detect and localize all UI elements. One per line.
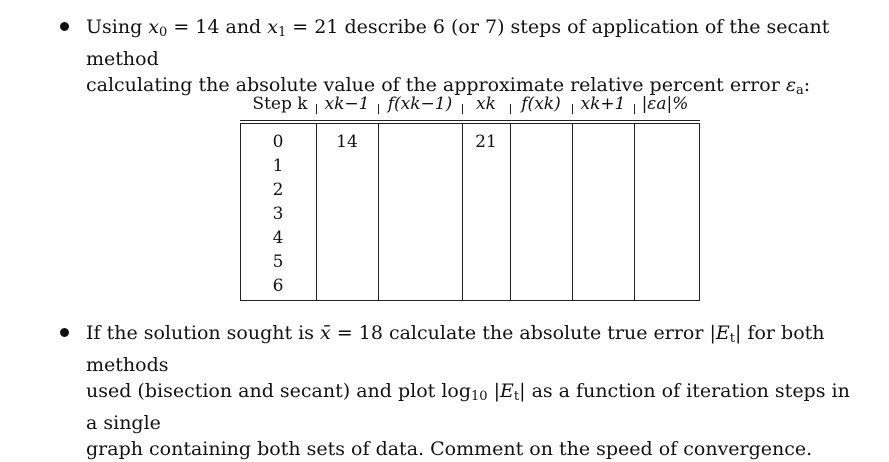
math-sub: 10	[471, 389, 488, 404]
bullet-icon	[60, 328, 69, 337]
header-separator	[510, 104, 511, 114]
text: calculating the absolute value of the approximate relative percent error	[86, 74, 786, 96]
text: |	[487, 380, 501, 402]
text: | for both methods	[86, 322, 825, 376]
math-var: ε	[785, 74, 797, 96]
header-xk1: xk+1	[580, 94, 626, 114]
header-rule	[240, 123, 700, 124]
text: = 21 describe 6 (or 7) steps of application of the secant method	[86, 16, 830, 70]
header-separator	[634, 104, 635, 114]
math-sub: t	[513, 389, 520, 404]
step-cell: 5	[272, 252, 284, 272]
math-var: E	[715, 322, 730, 344]
step-cell: 1	[272, 156, 284, 176]
column-rule	[699, 124, 700, 301]
header-step: Step k	[252, 94, 308, 114]
header-fxk-1: f(xk−1)	[387, 94, 453, 114]
text: | as a function of iteration steps in a single	[86, 380, 850, 434]
header-separator	[378, 104, 379, 114]
xk-value: 21	[475, 132, 497, 152]
math-var: x	[148, 16, 159, 38]
text: = 14 and	[167, 16, 268, 38]
text: :	[803, 74, 811, 96]
header-error: |εa|%	[641, 94, 689, 114]
header-separator	[572, 104, 573, 114]
math-sub: 0	[159, 25, 168, 40]
header-separator	[462, 104, 463, 114]
xk-1-value: 14	[336, 132, 358, 152]
header-rule	[240, 120, 700, 121]
step-cell: 6	[272, 276, 284, 296]
text: used (bisection and secant) and plot log	[86, 380, 472, 402]
text: graph containing both sets of data. Comment on the speed of convergence.	[86, 438, 813, 460]
math-sub: a	[796, 83, 804, 98]
header-xk: xk	[476, 94, 496, 114]
math-var: E	[500, 380, 514, 402]
bottom-rule	[240, 300, 700, 301]
text: = 18 calculate the absolute true error |	[330, 322, 716, 344]
header-xk-1: xk−1	[324, 94, 370, 114]
text: Using	[86, 16, 149, 38]
header-fxk: f(xk)	[521, 94, 561, 114]
column-rule	[510, 124, 511, 301]
step-cell: 3	[272, 204, 284, 224]
bullet-icon	[60, 22, 69, 31]
column-rule	[572, 124, 573, 301]
column-rule	[378, 124, 379, 301]
step-cell: 0	[272, 132, 284, 152]
header-separator	[316, 104, 317, 114]
secant-table	[240, 90, 700, 301]
column-rule	[634, 124, 635, 301]
math-sub: 1	[277, 25, 287, 40]
math-sub: t	[729, 331, 735, 346]
math-var: x̄	[320, 322, 331, 344]
text: If the solution sought is	[86, 322, 321, 344]
step-cell: 4	[272, 228, 284, 248]
step-cell: 2	[272, 180, 284, 200]
math-var: x	[267, 16, 278, 38]
